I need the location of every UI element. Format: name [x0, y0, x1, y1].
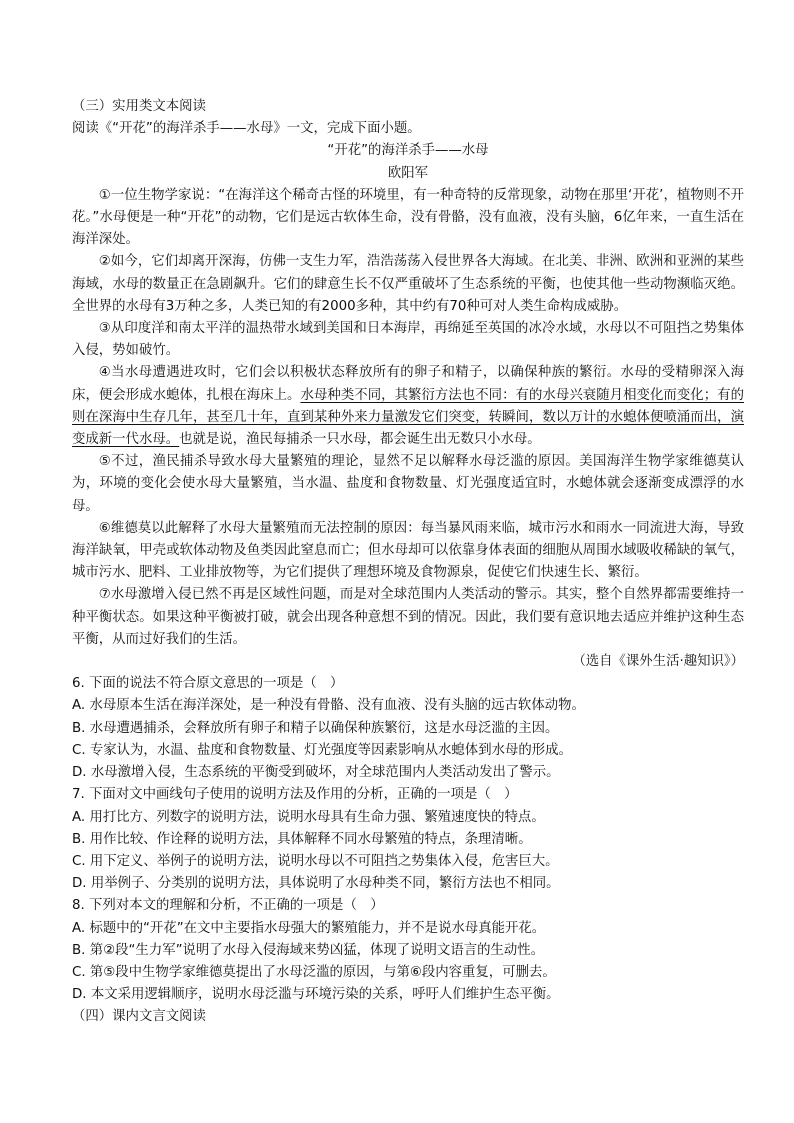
article-paragraph-5: ⑤不过，渔民捕杀导致水母大量繁殖的理论，显然不足以解释水母泛滥的原因。美国海洋生物学家维德莫认为，环境的变化会使水母大量繁殖，当水温、盐度和食物数量、灯光强度适宜时，水螅体就会逐渐变成漂浮的水母。 — [72, 454, 744, 514]
option-b: B. 水母遭遇捕杀，会释放所有卵子和精子以确保种族繁衍，这是水母泛滥的主因。 — [72, 720, 559, 736]
article-source: （选自《课外生活·趣知识》） — [572, 654, 744, 670]
article-author: 欧阳军 — [387, 165, 429, 181]
option-c: C. 专家认为，水温、盐度和食物数量、灯光强度等因素影响从水螅体到水母的形成。 — [72, 742, 572, 758]
option-d: D. 水母激增入侵，生态系统的平衡受到破坏，对全球范围内人类活动发出了警示。 — [72, 765, 560, 781]
question-stem: 6. 下面的说法不符合原文意思的一项是（ ） — [72, 676, 344, 692]
section-heading: （三）实用类文本阅读 — [72, 99, 206, 114]
paragraph-4-text: ④当水母遭遇进攻时，它们会以积极状态释放所有的卵子和精子，以确保种族的繁衍。水母的受精卵深入海床，便会形成水螅体，扎根在海床上。 — [72, 365, 744, 403]
option-b: B. 第②段“生力军”说明了水母入侵海域来势凶猛，体现了说明文语言的生动性。 — [72, 942, 545, 958]
article-paragraph-6: ⑥维德莫以此解释了水母大量繁殖而无法控制的原因：每当暴风雨来临，城市污水和雨水一同流进大海，导致海洋缺氧，甲壳或软体动物及鱼类因此窒息而亡；但水母却可以依靠身体表面的细胞从周围水域吸收稀缺的氧气，城市污水、肥料、工业排放物等，为它们提供了理想环境及食物源泉，促使它们快速生长、繁衍。 — [72, 520, 744, 581]
question-stem: 8. 下列对本文的理解和分析，不正确的一项是（ ） — [72, 898, 384, 914]
underlined-sentence: 水母种类不同，其繁衍方法也不同：有的水母兴衰随月相变化而变化；有的则在深海中生存几年，甚至几十年，直到某种外来力量激发它们突变，转瞬间，数以万计的水螅体便喷涌而出，演变成新一代水母。 — [72, 387, 745, 448]
reading-instruction: 阅读《“开花”的海洋杀手——水母》一文，完成下面小题。 — [72, 121, 421, 137]
question-8 — [72, 895, 744, 1006]
option-c: C. 第⑤段中生物学家维德莫提出了水母泛滥的原因，与第⑥段内容重复，可删去。 — [72, 964, 556, 980]
question-7 — [72, 784, 744, 895]
option-d: D. 用举例子、分类别的说明方法，具体说明了水母种类不同，繁衍方法也不相同。 — [72, 876, 560, 892]
option-a: A. 用打比方、列数字的说明方法，说明水母具有生命力强、繁殖速度快的特点。 — [72, 809, 545, 825]
question-6 — [72, 673, 744, 784]
article-paragraph-3: ③从印度洋和南太平洋的温热带水域到美国和日本海岸，再绵延至英国的冰冷水域，水母以不可阻挡之势集体入侵，势如破竹。 — [72, 321, 744, 359]
paragraph-4-tail: 也就是说，渔民每捕杀一只水母，都会诞生出无数只小水母。 — [179, 432, 541, 448]
next-section-heading: （四）课内文言文阅读 — [72, 1009, 206, 1025]
article-paragraph-7: ⑦水母激增入侵已然不再是区域性问题，而是对全球范围内人类活动的警示。其实，整个自然界都需要维持一种平衡状态。如果这种平衡被打破，就会出现各种意想不到的情况。因此，我们要有意识地去适应并维护这种生态平衡，从而过好我们的生活。 — [72, 587, 744, 647]
article-paragraph-2: ②如今，它们却离开深海，仿佛一支生力军，浩浩荡荡入侵世界各大海域。在北美、非洲、欧洲和亚洲的某些海域，水母的数量正在急剧飙升。它们的肆意生长不仅严重破坏了生态系统的平衡，也使其他一些动物濒临灭绝。全世界的水母有3万种之多，人类已知的有2000多种，其中约有70种可对人类生命构成威胁。 — [72, 254, 744, 314]
option-b: B. 用作比较、作诠释的说明方法，具体解释不同水母繁殖的特点，条理清晰。 — [72, 831, 532, 847]
option-a: A. 标题中的“开花”在文中主要指水母强大的繁殖能力，并不是说水母真能开花。 — [72, 920, 546, 936]
exam-page — [72, 96, 744, 1029]
option-a: A. 水母原本生活在海洋深处，是一种没有骨骼、没有血液、没有头脑的远古软体动物。 — [72, 698, 585, 714]
article-title: “开花”的海洋杀手——水母 — [327, 143, 489, 159]
article-paragraph-1: ①一位生物学家说：“在海洋这个稀奇古怪的环境里，有一种奇特的反常现象，动物在那里‘开花’，植物则不开花。”水母便是一种“开花”的动物，它们是远古软体生命，没有骨骼，没有血液，没有头脑，6亿年来，一直生活在海洋深处。 — [72, 187, 744, 248]
option-d: D. 本文采用逻辑顺序，说明水母泛滥与环境污染的关系，呼吁人们维护生态平衡。 — [72, 987, 560, 1003]
option-c: C. 用下定义、举例子的说明方法，说明水母以不可阻挡之势集体入侵，危害巨大。 — [72, 853, 559, 869]
article-paragraph-4 — [72, 362, 744, 451]
question-stem: 7. 下面对文中画线句子使用的说明方法及作用的分析，正确的一项是（ ） — [72, 787, 518, 803]
